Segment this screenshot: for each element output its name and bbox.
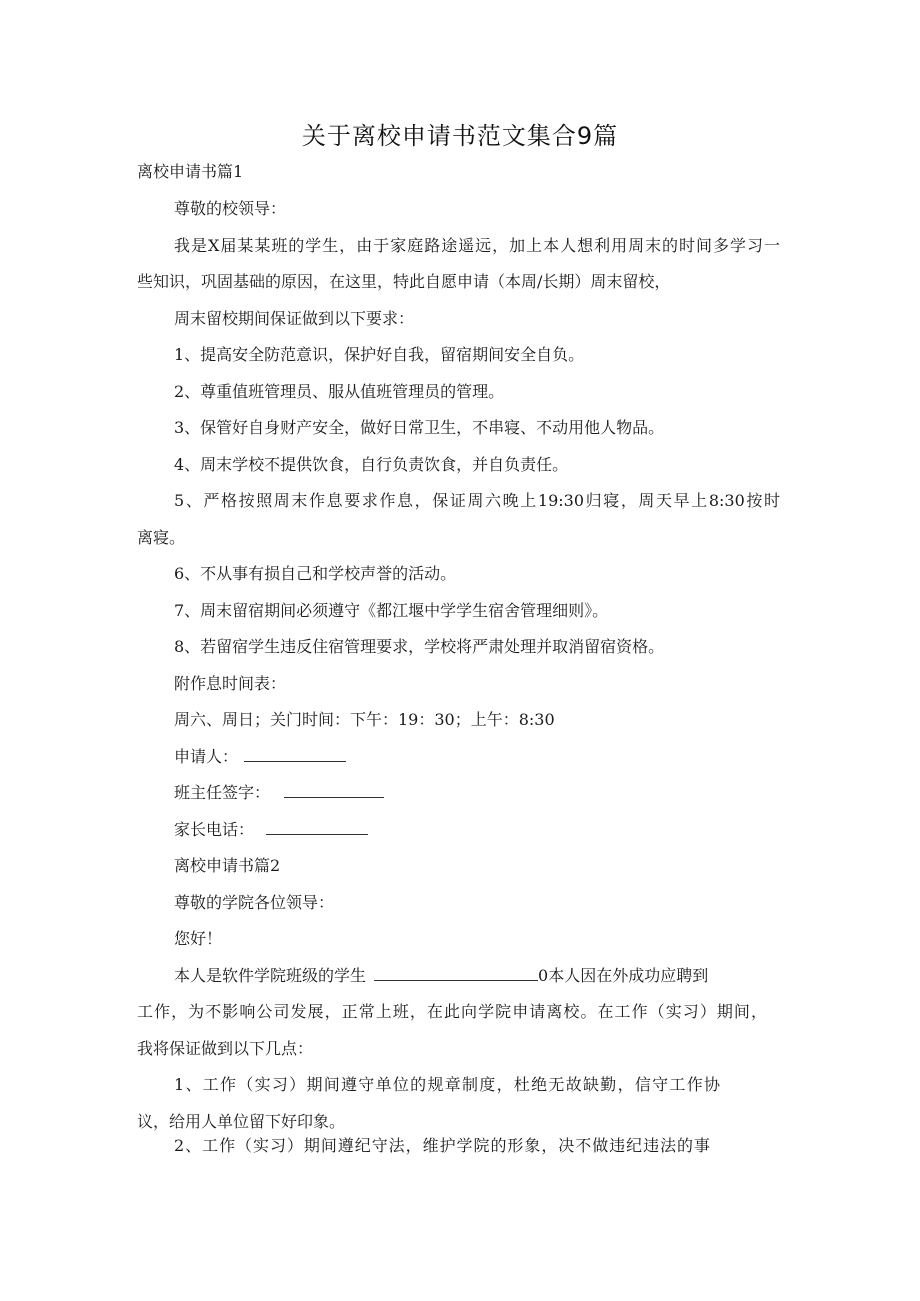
teacher-signature-field xyxy=(174,783,384,803)
section2-paragraph-start: 本人是软件学院班级的学生 xyxy=(174,966,367,985)
applicant-field xyxy=(174,747,346,767)
schedule-label: 附作息时间表： xyxy=(174,674,287,693)
applicant-label: 申请人： xyxy=(174,747,239,766)
document-title: 关于离校申请书范文集合9篇 xyxy=(301,122,619,150)
name-blank-line xyxy=(374,966,538,981)
section1-heading: 离校申请书篇1 xyxy=(137,162,244,181)
schedule-text: 周六、周日；关门时间：下午：19：30；上午：8:30 xyxy=(174,710,555,729)
list-item: 1、提高安全防范意识，保护好自我，留宿期间安全自负。 xyxy=(174,345,585,364)
list-item: 3、保管好自身财产安全，做好日常卫生，不串寝、不动用他人物品。 xyxy=(174,418,665,437)
parent-phone-field xyxy=(174,820,368,840)
list-item: 4、周末学校不提供饮食，自行负责饮食，并自负责任。 xyxy=(174,455,569,474)
section2-paragraph-line xyxy=(174,966,708,986)
parent-phone-label: 家长电话： xyxy=(174,820,255,839)
section2-heading: 离校申请书篇2 xyxy=(174,856,281,875)
section2-paragraph-line: 我将保证做到以下几点： xyxy=(137,1039,314,1058)
applicant-blank-line xyxy=(244,747,346,762)
list-item: 8、若留宿学生违反住宿管理要求，学校将严肃处理并取消留宿资格。 xyxy=(174,637,665,656)
teacher-signature-label: 班主任签字： xyxy=(174,783,271,802)
list-item-continuation: 议，给用人单位留下好印象。 xyxy=(137,1112,346,1131)
list-item: 7、周末留宿期间必须遵守《都江堰中学学生宿舍管理细则》。 xyxy=(174,601,609,620)
section2-paragraph-end: 0本人因在外成功应聘到 xyxy=(538,966,709,985)
list-item: 2、工作（实习）期间遵纪守法，维护学院的形象，决不做违纪违法的事 xyxy=(174,1136,710,1155)
parent-phone-blank-line xyxy=(266,820,368,835)
section1-salutation: 尊敬的校领导： xyxy=(174,199,287,218)
list-item: 6、不从事有损自己和学校声誉的活动。 xyxy=(174,564,457,583)
list-item: 1、工作（实习）期间遵守单位的规章制度，杜绝无故缺勤，信守工作协 xyxy=(174,1075,720,1094)
list-item: 5、严格按照周末作息要求作息，保证周六晚上19:30归寝，周天早上8:30按时 xyxy=(174,491,780,510)
teacher-signature-blank-line xyxy=(284,783,384,798)
section1-intro: 周末留校期间保证做到以下要求： xyxy=(174,309,415,328)
section1-paragraph-line: 些知识，巩固基础的原因，在这里，特此自愿申请（本周/长期）周末留校， xyxy=(137,272,671,291)
section2-paragraph-line: 工作，为不影响公司发展，正常上班，在此向学院申请离校。在工作（实习）期间， xyxy=(137,1002,767,1021)
list-item: 2、尊重值班管理员、服从值班管理员的管理。 xyxy=(174,382,505,401)
section1-paragraph-line: 我是X届某某班的学生，由于家庭路途遥远，加上本人想利用周末的时间多学习一 xyxy=(174,236,780,255)
list-item-continuation: 离寝。 xyxy=(137,528,186,547)
section2-greeting: 您好！ xyxy=(174,929,223,948)
section2-salutation: 尊敬的学院各位领导： xyxy=(174,893,335,912)
